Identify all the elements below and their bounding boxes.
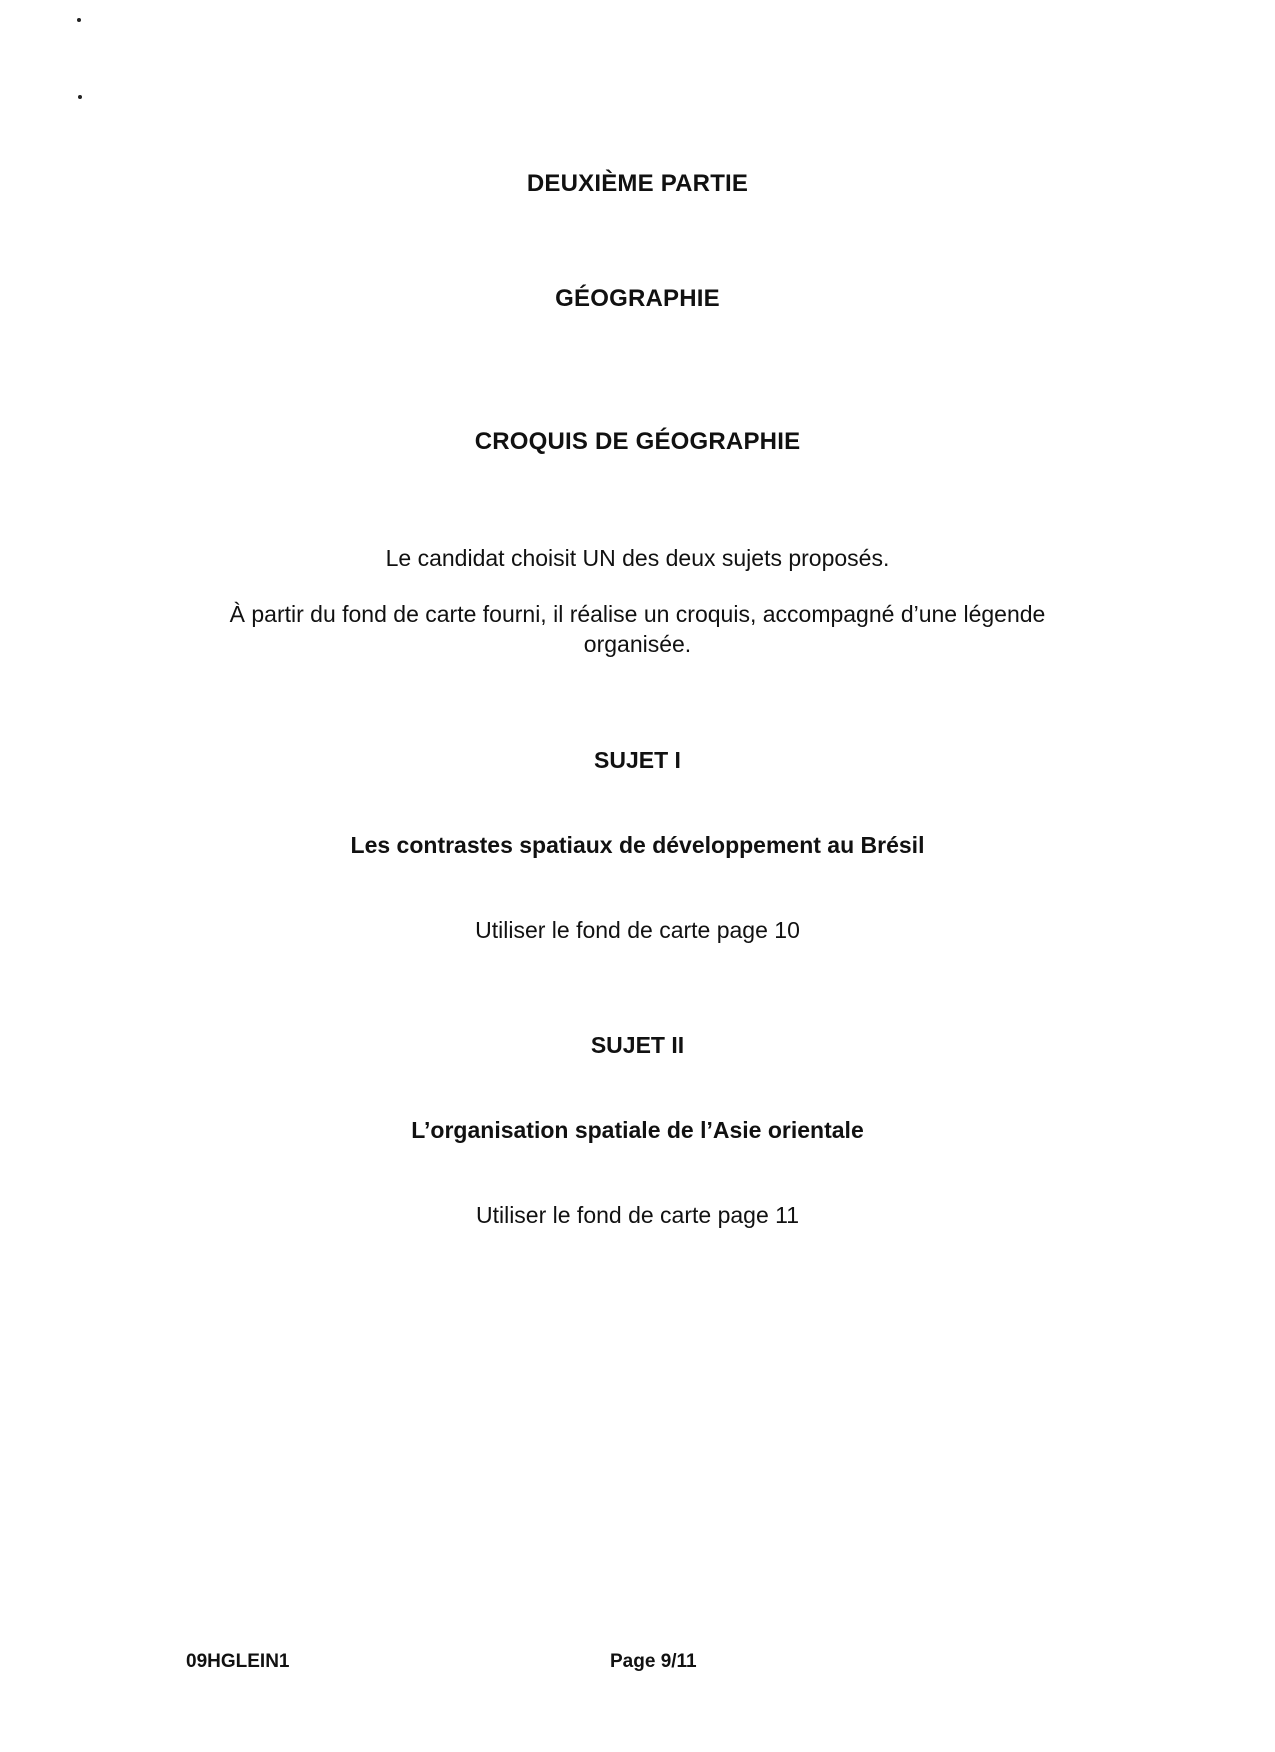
sujet-2-title: L’organisation spatiale de l’Asie orientale	[411, 1117, 864, 1143]
exercise-title: CROQUIS DE GÉOGRAPHIE	[474, 428, 801, 455]
part-title: DEUXIÈME PARTIE	[526, 170, 749, 197]
scan-speck	[78, 95, 82, 99]
footer-page-number: Page 9/11	[610, 1651, 697, 1672]
sujet-1-label: SUJET I	[594, 747, 681, 773]
sujet-1-note: Utiliser le fond de carte page 10	[475, 917, 800, 943]
instruction-method: À partir du fond de carte fourni, il réalise un croquis, accompagné d’une légende organisée.	[229, 601, 1046, 657]
sujet-1-title: Les contrastes spatiaux de développement au Brésil	[350, 832, 925, 858]
footer-exam-code: 09HGLEIN1	[186, 1651, 290, 1672]
subject-title: GÉOGRAPHIE	[555, 285, 720, 312]
instruction-choice: Le candidat choisit UN des deux sujets proposés.	[385, 545, 890, 571]
sujet-2-label: SUJET II	[590, 1032, 685, 1058]
sujet-2-note: Utiliser le fond de carte page 11	[475, 1202, 800, 1228]
scan-speck	[77, 18, 81, 22]
